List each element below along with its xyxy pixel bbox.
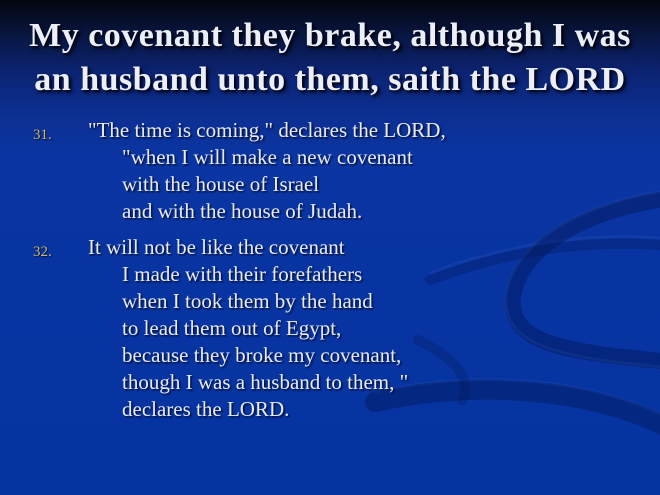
verse-item (33, 117, 652, 225)
slide-title (0, 14, 660, 102)
verse-number: 31. (33, 127, 52, 143)
verse-line: to lead them out of Egypt, (122, 316, 342, 340)
verse-item (33, 234, 652, 423)
verse-number: 32. (33, 244, 52, 260)
verse-line: when I took them by the hand (122, 289, 373, 313)
verse-line: "The time is coming," declares the LORD, (88, 118, 446, 142)
verse-line: It will not be like the covenant (88, 235, 345, 259)
verse-text (88, 234, 408, 423)
verse-line: because they broke my covenant, (122, 343, 402, 367)
title-line-1: My covenant they brake, although I was (29, 17, 631, 54)
verse-line: I made with their forefathers (122, 262, 363, 286)
verse-line: and with the house of Judah. (122, 199, 363, 223)
verse-text (88, 117, 446, 225)
verse-line: "when I will make a new covenant (122, 145, 413, 169)
verse-line: though I was a husband to them, " (122, 370, 409, 394)
verse-list (33, 117, 652, 432)
verse-line: declares the LORD. (122, 397, 290, 421)
verse-line: with the house of Israel (122, 172, 320, 196)
title-line-2: an husband unto them, saith the LORD (34, 61, 626, 98)
